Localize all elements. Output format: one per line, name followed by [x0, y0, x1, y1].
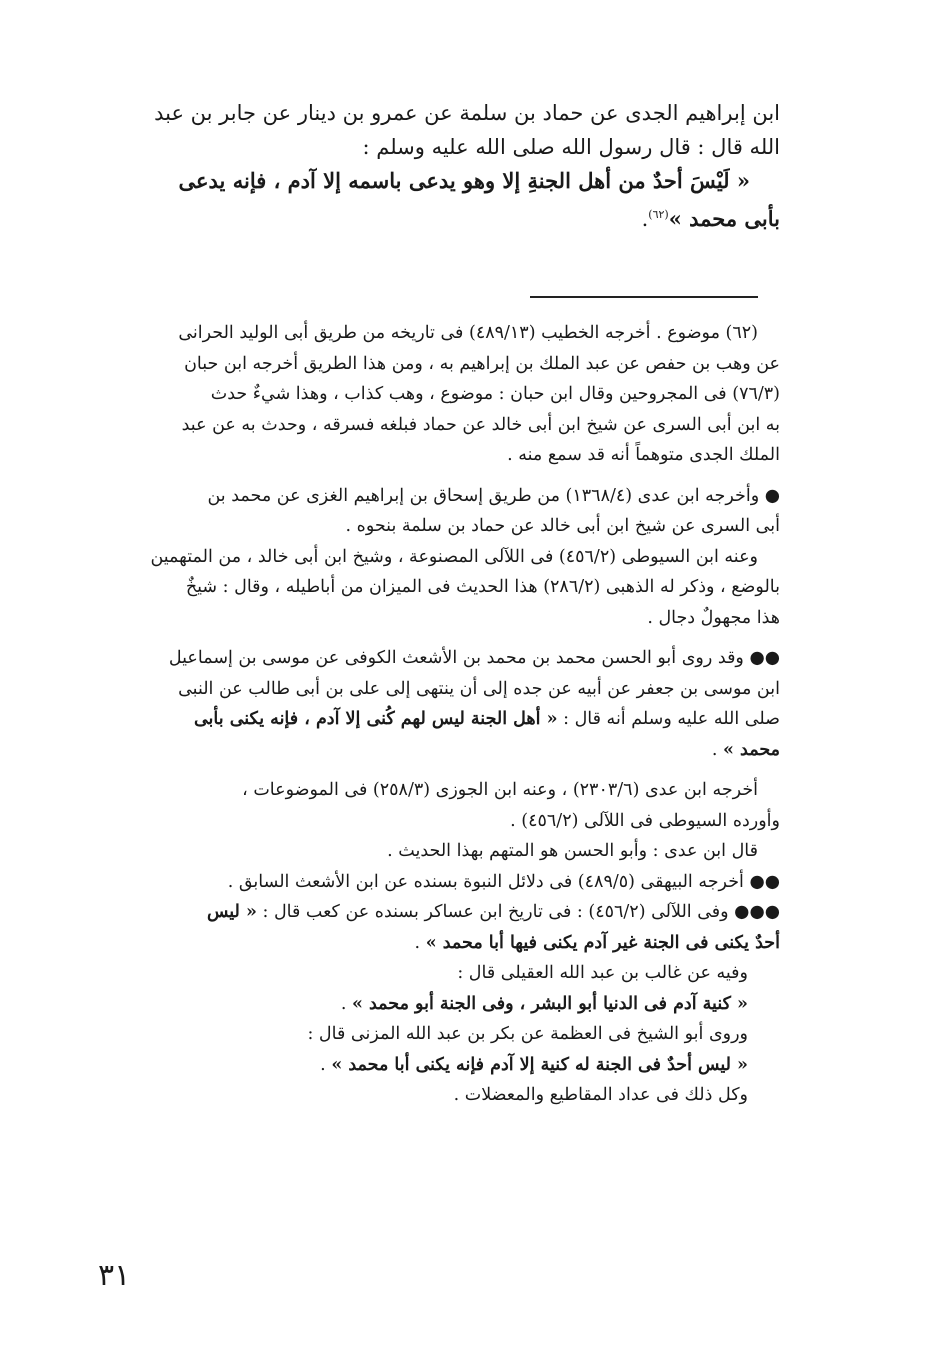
hadith-quote: « أهل الجنة ليس لهم كُنى إلا آدم ، فإنه يكنى بأبى — [193, 709, 558, 729]
footnote-line: قال ابن عدى : وأبو الحسن هو المتهم بهذا الحديث . — [387, 841, 758, 861]
footnote-line: وأورده السيوطى فى اللآلى (٤٥٦/٢) . — [510, 810, 780, 831]
page-number: ٣١ — [98, 1258, 131, 1293]
footnote-line: بالوضع ، وذكر له الذهبى (٢٨٦/٢) هذا الحديث فى الميزان من أباطيله ، وقال : شيخٌ — [185, 577, 780, 597]
hadith-quote: « كنية آدم فى الدنيا أبو البشر ، وفى الجنة أبو محمد » — [351, 993, 748, 1014]
main-text — [100, 96, 780, 236]
period: . — [320, 1054, 332, 1075]
footnote-line: أبى السرى عن شيخ ابن أبى خالد عن حماد بن سلمة بنحوه . — [345, 516, 780, 536]
hadith-quote: « ليس أحدٌ فى الجنة له كنية إلا آدم فإنه يكنى أبا محمد » — [331, 1054, 748, 1075]
hadith-quote: أحدٌ يكنى فى الجنة غير آدم يكنى فيها أبا محمد » — [425, 932, 780, 953]
footnote-line — [100, 1050, 780, 1081]
main-line: ابن إبراهيم الجدى عن حماد بن سلمة عن عمرو بن دينار عن جابر بن عبد — [154, 101, 780, 125]
hadith-quote: محمد » — [722, 739, 780, 760]
hadith-quote-end — [100, 198, 780, 236]
period: . — [414, 932, 426, 953]
footnote-line: (٧٦/٣) فى المجروحين وقال ابن حبان : موضوع ، وهب كذاب ، وهذا شيءٌ حدث — [210, 384, 780, 404]
footnote-line: ● وأخرجه ابن عدى (١٣٦٨/٤) من طريق إسحاق بن إبراهيم الغزى عن محمد بن — [207, 485, 780, 506]
footnote-line: وفيه عن غالب بن عبد الله العقيلى قال : — [457, 963, 748, 983]
footnote-line — [100, 897, 780, 928]
footnote-line — [100, 735, 780, 766]
footnote-text: صلى الله عليه وسلم أنه قال : — [557, 709, 780, 729]
footnote-divider — [530, 296, 758, 298]
hadith-quote-line: « لَيْسَ أحدٌ من أهل الجنةِ إلا وهو يدعى باسمه إلا آدم ، فإنه يدعى — [178, 168, 750, 193]
period: . — [711, 739, 723, 760]
footnote-line: ابن موسى بن جعفر عن أبيه عن جده إلى أن ينتهى إلى على بن أبى طالب عن النبى — [178, 678, 780, 699]
main-line: الله قال : قال رسول الله صلى الله عليه وسلم : — [362, 135, 780, 159]
footnote-line: به ابن أبى السرى عن شيخ ابن أبى خالد عن حماد فبلغه فسرقه ، وحدث به عن عبد — [181, 414, 780, 435]
hadith-quote-text: بأبى محمد » — [668, 206, 780, 231]
footnote-line: وروى أبو الشيخ فى العظمة عن بكر بن عبد الله المزنى قال : — [307, 1024, 748, 1044]
footnote-line: الملك الجدى متوهماً أنه قد سمع منه . — [507, 445, 780, 465]
period: . — [641, 207, 649, 231]
footnote-ref: (٦٢) — [648, 208, 669, 221]
footnote-line: ●● وقد روى أبو الحسن محمد بن محمد بن الأشعث الكوفى عن موسى بن إسماعيل — [168, 648, 780, 668]
footnote-line: هذا مجهولٌ دجال . — [647, 607, 780, 628]
footnote-line — [100, 704, 780, 735]
footnotes — [100, 318, 780, 1111]
period: . — [340, 993, 352, 1014]
footnote-line: وعنه ابن السيوطى (٤٥٦/٢) فى اللآلى المصنوعة ، وشيخ ابن أبى خالد ، من المتهمين — [150, 546, 758, 567]
footnote-line: أخرجه ابن عدى (٢٣٠٣/٦) ، وعنه ابن الجوزى (٢٥٨/٣) فى الموضوعات ، — [242, 780, 758, 800]
footnote-line: (٦٢) موضوع . أخرجه الخطيب (٤٨٩/١٣) فى تاريخه من طريق أبى الوليد الحرانى — [178, 323, 758, 343]
footnote-line: وكل ذلك فى عداد المقاطيع والمعضلات . — [453, 1085, 748, 1105]
hadith-quote: « ليس — [206, 902, 257, 922]
footnote-line: عن وهب بن حفص عن عبد الملك بن إبراهيم به ، ومن هذا الطريق أخرجه ابن حبان — [184, 353, 780, 374]
footnote-line — [100, 989, 780, 1020]
footnote-text: ●●● وفى اللآلى (٤٥٦/٢) : فى تاريخ ابن عساكر بسنده عن كعب قال : — [256, 902, 780, 922]
footnote-line — [100, 928, 780, 959]
footnote-line: ●● أخرجه البيهقى (٤٨٩/٥) فى دلائل النبوة بسنده عن ابن الأشعث السابق . — [227, 871, 780, 892]
